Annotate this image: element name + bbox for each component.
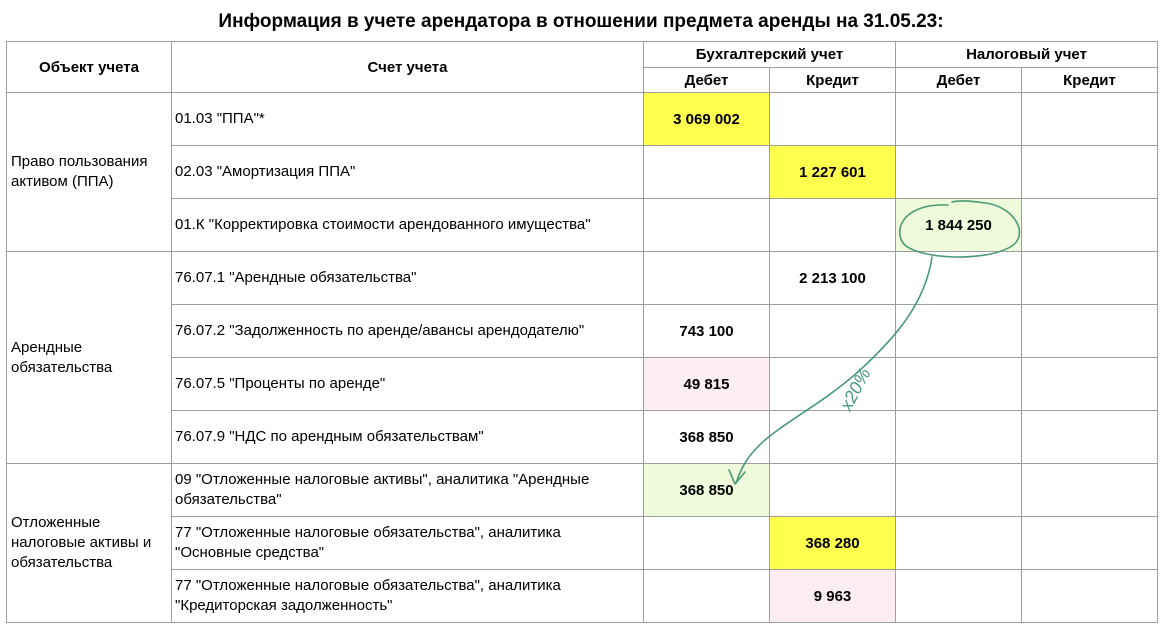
empty-cell [770, 411, 896, 464]
account-cell: 01.03 "ППА"* [172, 93, 644, 146]
header-accounting-debit: Дебет [644, 68, 770, 93]
empty-cell [896, 252, 1022, 305]
empty-cell [770, 358, 896, 411]
table-row [7, 358, 1158, 411]
header-tax-credit: Кредит [1022, 68, 1158, 93]
accounting-credit-value: 2 213 100 [770, 252, 896, 305]
empty-cell [896, 411, 1022, 464]
account-cell: 77 "Отложенные налоговые обязательства", аналитика "Кредиторская задолженность" [172, 570, 644, 623]
empty-cell [1022, 358, 1158, 411]
empty-cell [644, 199, 770, 252]
empty-cell [644, 517, 770, 570]
empty-cell [896, 93, 1022, 146]
empty-cell [896, 570, 1022, 623]
empty-cell [1022, 199, 1158, 252]
header-account: Счет учета [172, 42, 644, 93]
empty-cell [896, 305, 1022, 358]
table-row [7, 146, 1158, 199]
tax-debit-value: 1 844 250 [896, 199, 1022, 252]
table-row [7, 411, 1158, 464]
account-cell: 76.07.9 "НДС по арендным обязательствам" [172, 411, 644, 464]
header-object: Объект учета [7, 42, 172, 93]
empty-cell [1022, 570, 1158, 623]
empty-cell [644, 252, 770, 305]
page-title: Информация в учете арендатора в отношении предмета аренды на 31.05.23: [218, 11, 944, 32]
empty-cell [896, 464, 1022, 517]
accounting-credit-value: 368 280 [770, 517, 896, 570]
header-accounting: Бухгалтерский учет [644, 42, 896, 68]
accounting-debit-value: 743 100 [644, 305, 770, 358]
account-cell: 02.03 "Амортизация ППА" [172, 146, 644, 199]
group-label-ppa: Право пользования активом (ППА) [7, 93, 172, 252]
account-cell: 09 "Отложенные налоговые активы", аналитика "Арендные обязательства" [172, 464, 644, 517]
empty-cell [770, 199, 896, 252]
table-row [7, 517, 1158, 570]
header-tax: Налоговый учет [896, 42, 1158, 68]
table-row [7, 93, 1158, 146]
empty-cell [1022, 517, 1158, 570]
empty-cell [770, 305, 896, 358]
empty-cell [896, 146, 1022, 199]
empty-cell [1022, 93, 1158, 146]
account-cell: 76.07.1 "Арендные обязательства" [172, 252, 644, 305]
accounting-credit-value: 9 963 [770, 570, 896, 623]
annotation-text: x20% [835, 364, 875, 414]
account-cell: 77 "Отложенные налоговые обязательства", аналитика "Основные средства" [172, 517, 644, 570]
empty-cell [1022, 411, 1158, 464]
accounting-credit-value: 1 227 601 [770, 146, 896, 199]
empty-cell [1022, 252, 1158, 305]
accounting-debit-value: 368 850 [644, 411, 770, 464]
group-label-deferred-tax: Отложенные налоговые активы и обязательства [7, 464, 172, 623]
empty-cell [644, 570, 770, 623]
accounting-debit-value: 368 850 [644, 464, 770, 517]
empty-cell [896, 358, 1022, 411]
table-row [7, 199, 1158, 252]
empty-cell [1022, 146, 1158, 199]
account-cell: 01.К "Корректировка стоимости арендованного имущества" [172, 199, 644, 252]
empty-cell [896, 517, 1022, 570]
table-row [7, 252, 1158, 305]
account-cell: 76.07.2 "Задолженность по аренде/авансы арендодателю" [172, 305, 644, 358]
accounting-debit-value: 49 815 [644, 358, 770, 411]
account-cell: 76.07.5 "Проценты по аренде" [172, 358, 644, 411]
empty-cell [1022, 305, 1158, 358]
empty-cell [1022, 464, 1158, 517]
empty-cell [644, 146, 770, 199]
accounting-debit-value: 3 069 002 [644, 93, 770, 146]
group-label-lease-liabilities: Арендные обязательства [7, 252, 172, 464]
table-row [7, 570, 1158, 623]
header-accounting-credit: Кредит [770, 68, 896, 93]
empty-cell [770, 464, 896, 517]
header-tax-debit: Дебет [896, 68, 1022, 93]
table-row [7, 464, 1158, 517]
empty-cell [770, 93, 896, 146]
table-row [7, 305, 1158, 358]
lease-accounting-table [6, 41, 1158, 623]
